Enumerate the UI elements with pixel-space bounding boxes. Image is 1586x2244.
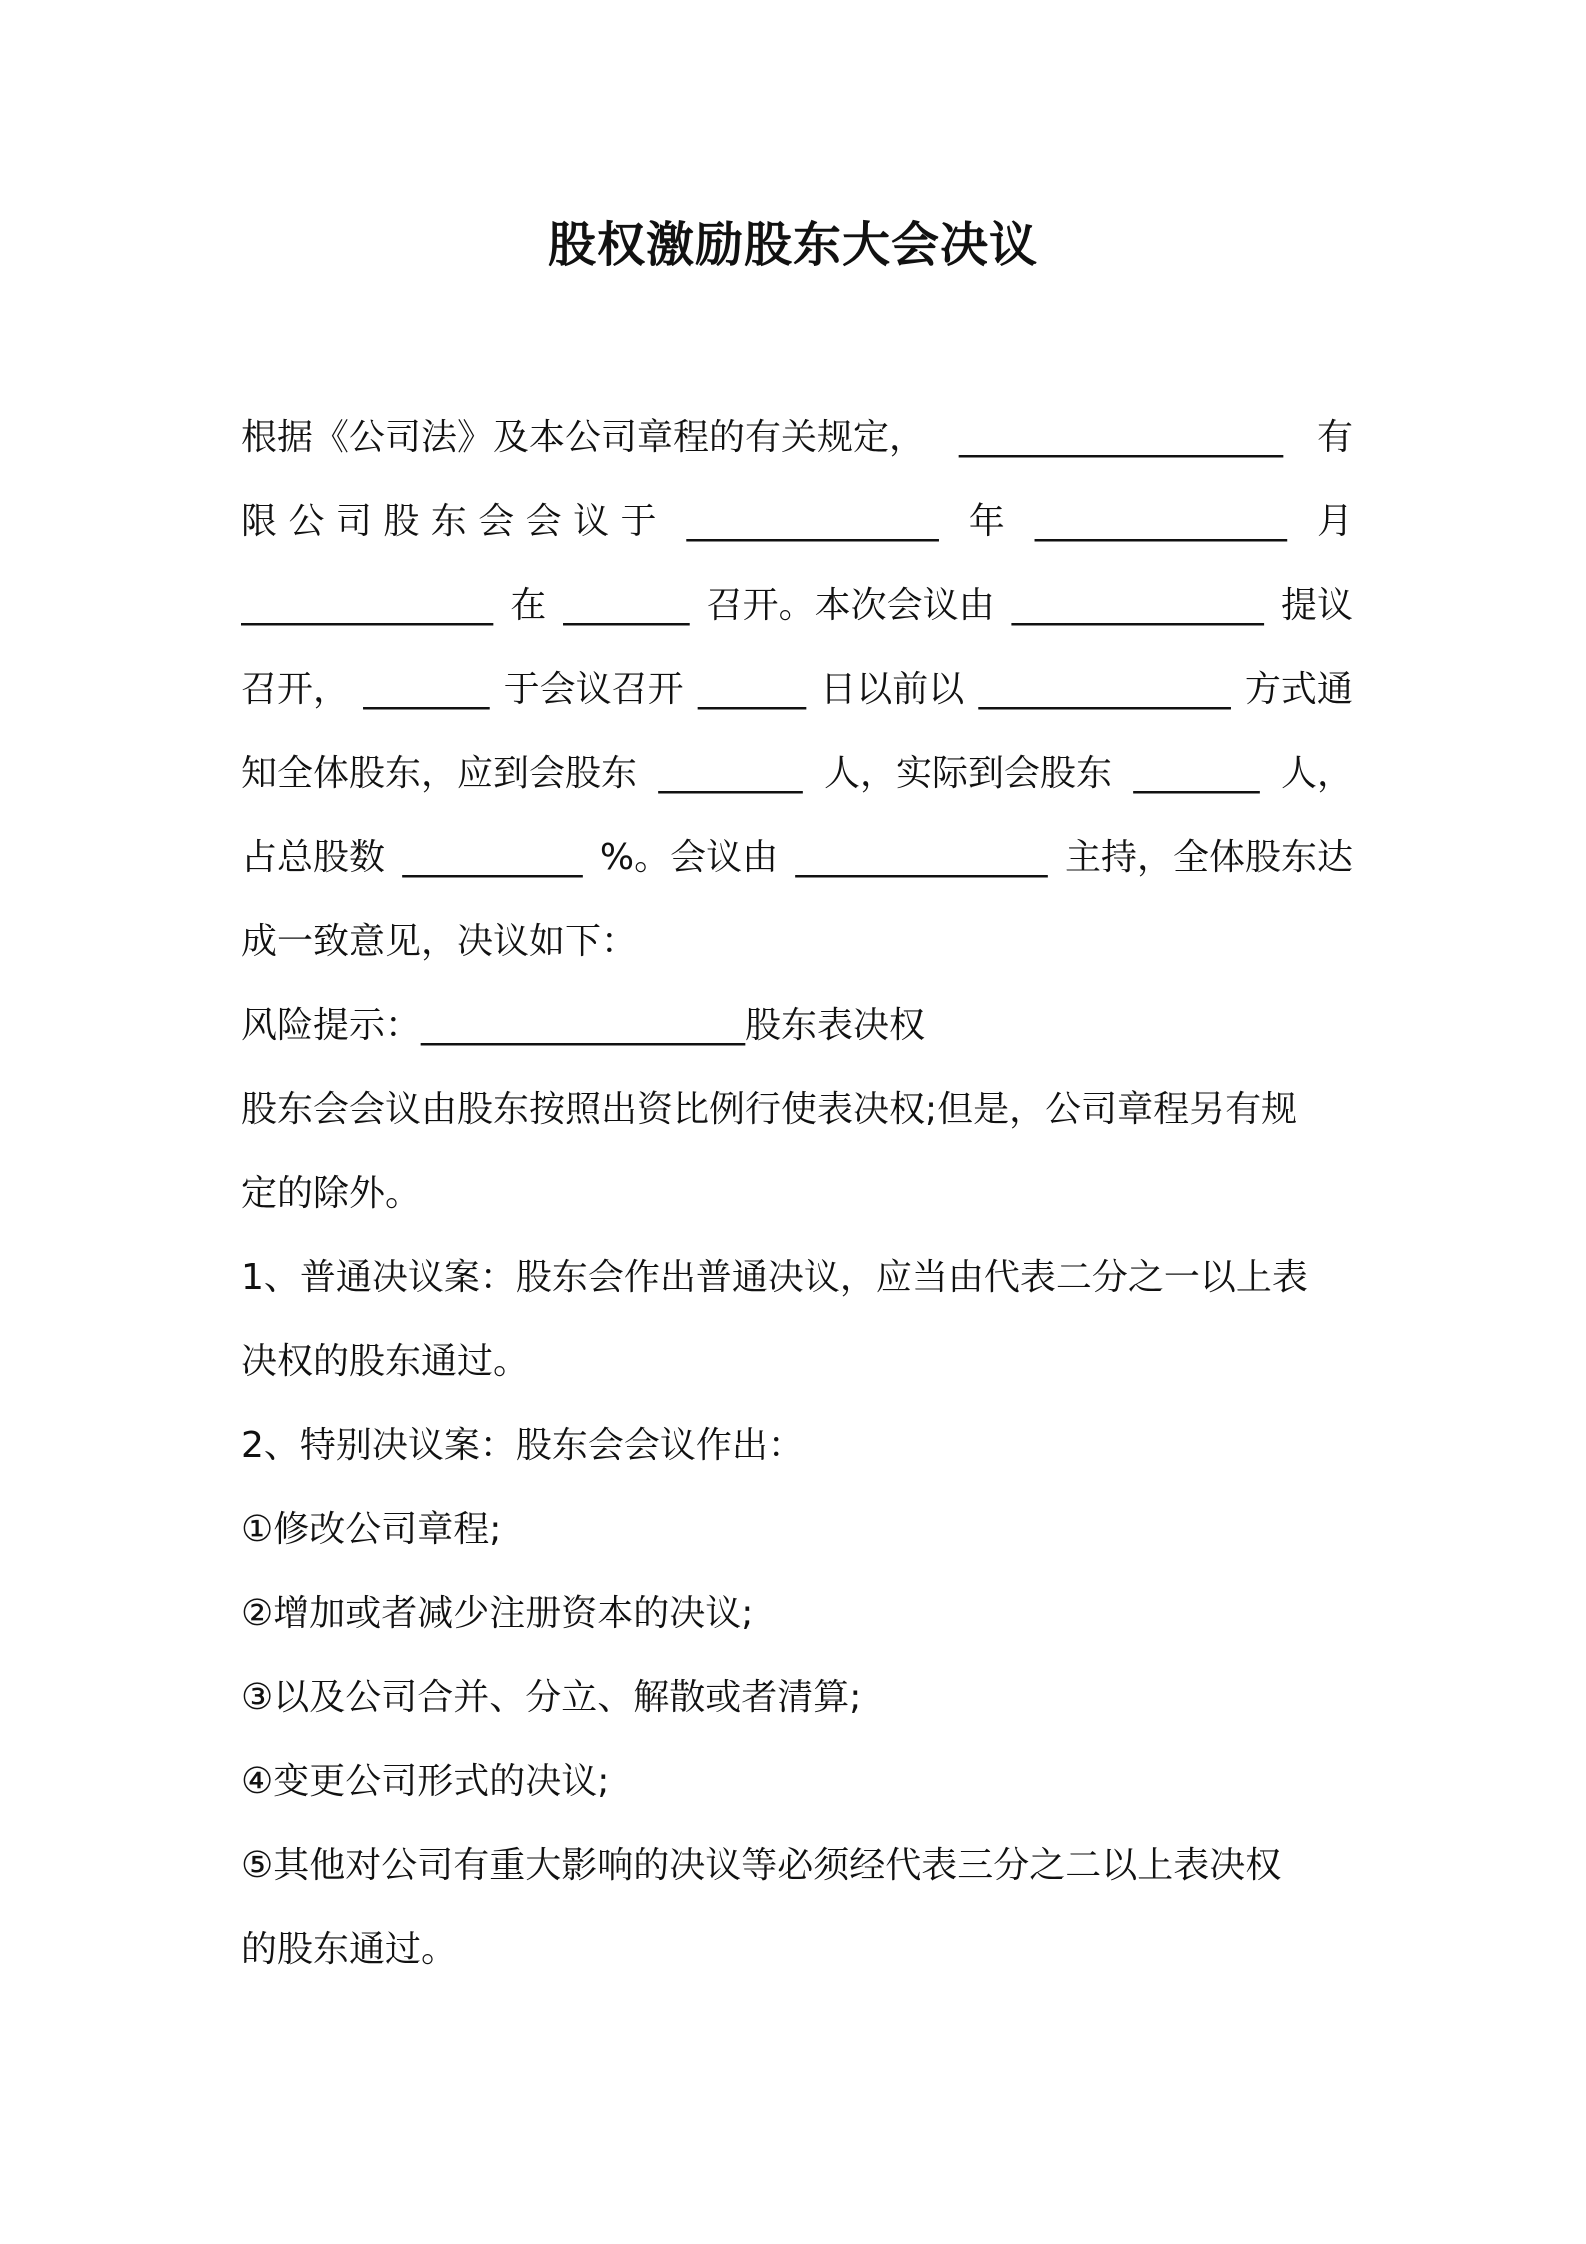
text-segment: %。会议由	[599, 837, 779, 878]
voting-rule-line: 股东会会议由股东按照出资比例行使表决权;但是，公司章程另有规	[241, 1089, 1298, 1130]
fill-in-blank: ______________	[1011, 585, 1264, 626]
text-segment: 年	[968, 501, 1005, 542]
list-item: ②增加或者减少注册资本的决议;	[241, 1593, 754, 1634]
fill-in-blank: ______________	[241, 585, 493, 626]
fill-in-blank: ______	[697, 669, 806, 710]
voting-rule-line: 定的除外。	[241, 1173, 422, 1214]
document-title: 股权激励股东大会决议	[547, 217, 1038, 273]
fill-in-blank: _______	[563, 585, 690, 626]
fill-in-blank: ________	[658, 753, 803, 794]
text-segment: 成一致意见，决议如下：	[241, 921, 638, 962]
text-segment: 提议	[1280, 585, 1353, 626]
opening-paragraph	[241, 396, 1353, 984]
text-segment: 人，	[1280, 753, 1353, 794]
text-segment: 于会议召开	[503, 669, 684, 710]
fill-in-blank: ______________	[686, 501, 939, 542]
text-segment: 占总股数	[241, 837, 386, 878]
text-segment: 日以前以	[820, 669, 965, 710]
risk-notice-line: 风险提示：__________________股东表决权	[241, 1005, 926, 1046]
text-segment: 主持，全体股东达	[1064, 837, 1353, 878]
text-segment: 人，实际到会股东	[823, 753, 1112, 794]
list-item: ③以及公司合并、分立、解散或者清算;	[241, 1677, 862, 1718]
text-segment: 限 公 司 股 东 会 会 议 于	[241, 501, 657, 542]
text-segment: 方式通	[1244, 669, 1353, 710]
voting-section	[241, 984, 1353, 1992]
text-segment: 知全体股东，应到会股东	[241, 753, 638, 794]
list-item: ①修改公司章程;	[241, 1509, 502, 1550]
fill-in-blank: __________________	[959, 417, 1283, 458]
fill-in-blank: ______________	[1034, 501, 1287, 542]
fill-in-blank: _______	[1133, 753, 1260, 794]
ordinary-resolution-line: 1、普通决议案：股东会作出普通决议，应当由代表二分之一以上表	[241, 1257, 1308, 1298]
paragraph-line	[241, 396, 1353, 480]
text-segment: 月	[1316, 501, 1353, 542]
paragraph-line	[241, 564, 1353, 648]
list-item: ⑤其他对公司有重大影响的决议等必须经代表三分之二以上表决权	[241, 1845, 1282, 1886]
closing-line: 的股东通过。	[241, 1929, 458, 1970]
text-segment: 在	[510, 585, 547, 626]
text-segment: 召开，	[241, 669, 350, 710]
fill-in-blank: ______________	[795, 837, 1048, 878]
paragraph-line	[241, 480, 1353, 564]
fill-in-blank: ______________	[978, 669, 1231, 710]
text-segment: 召开。本次会议由	[706, 585, 995, 626]
paragraph-line	[241, 900, 1353, 984]
fill-in-blank: _______	[363, 669, 490, 710]
ordinary-resolution-line: 决权的股东通过。	[241, 1341, 530, 1382]
list-item: ④变更公司形式的决议;	[241, 1761, 610, 1802]
paragraph-line	[241, 648, 1353, 732]
paragraph-line	[241, 816, 1353, 900]
paragraph-line	[241, 732, 1353, 816]
text-segment: 有	[1316, 417, 1353, 458]
special-resolution-line: 2、特别决议案：股东会会议作出：	[241, 1425, 804, 1466]
fill-in-blank: __________	[402, 837, 583, 878]
text-segment: 根据《公司法》及本公司章程的有关规定，	[241, 417, 926, 458]
